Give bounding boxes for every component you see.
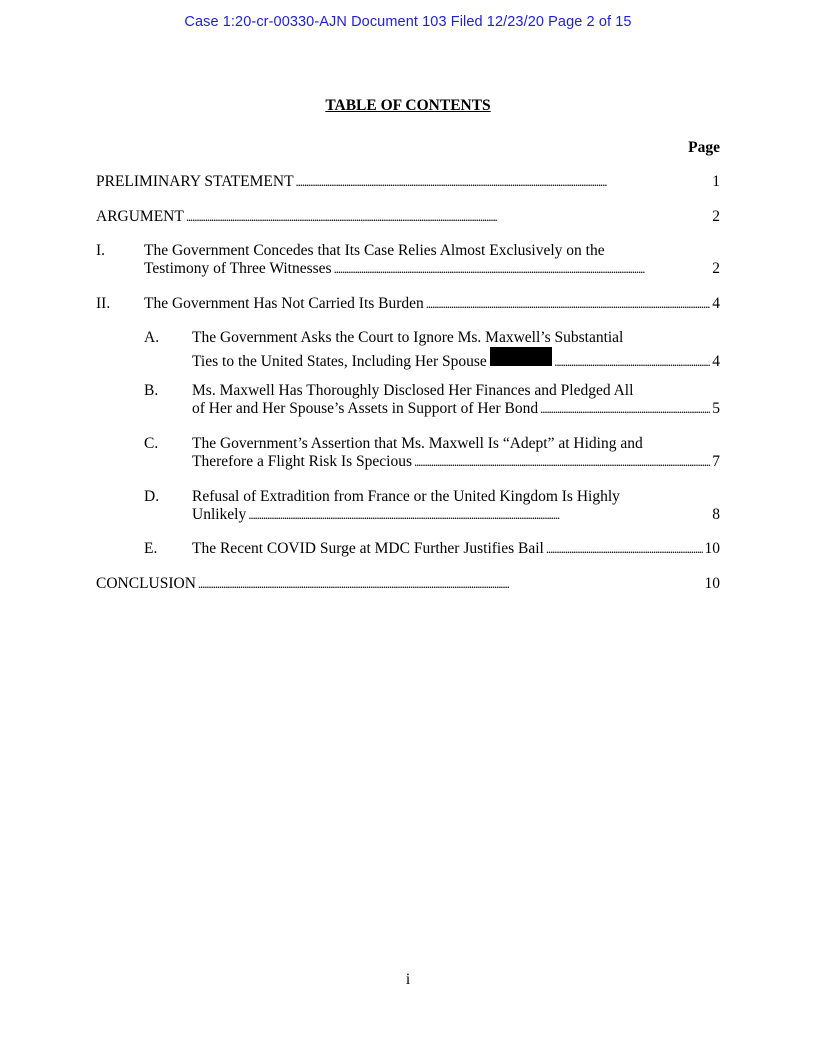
- toc-page-number: 2: [712, 260, 720, 277]
- toc-entry-conclusion[interactable]: [96, 575, 720, 593]
- toc-page-number: 8: [712, 506, 720, 523]
- dot-leader: [546, 540, 703, 558]
- toc-entry-text: The Government Asks the Court to Ignore Ms. Maxwell’s Substantial: [192, 329, 624, 346]
- toc-entry-text: The Recent COVID Surge at MDC Further Justifies Bail: [192, 540, 544, 557]
- toc-page-number: 4: [712, 353, 720, 370]
- toc-entry-subsection-d[interactable]: [192, 488, 720, 524]
- toc-page-number: 7: [712, 453, 720, 470]
- toc-entry-text: Therefore a Flight Risk Is Specious: [192, 453, 412, 470]
- case-header-stamp: Case 1:20-cr-00330-AJN Document 103 Filed 12/23/20 Page 2 of 15: [184, 14, 632, 30]
- toc-page-number: 1: [712, 173, 720, 190]
- toc-entry-label: A.: [144, 329, 160, 346]
- toc-title: TABLE OF CONTENTS: [325, 97, 491, 114]
- toc-entry-text: Refusal of Extradition from France or the United Kingdom Is Highly: [192, 488, 620, 505]
- toc-entry-preliminary-statement[interactable]: [96, 173, 720, 191]
- toc-entry-text: The Government Has Not Carried Its Burden: [144, 295, 424, 312]
- redaction-block: [490, 347, 552, 366]
- toc-entry-text: Unlikely: [192, 506, 247, 523]
- toc-page-number: 4: [712, 295, 720, 312]
- dot-leader: [334, 260, 711, 278]
- toc-page-number: 10: [704, 540, 720, 557]
- dot-leader: [186, 208, 710, 226]
- toc-entry-label: II.: [96, 295, 111, 312]
- toc-entry-subsection-c[interactable]: [192, 435, 720, 471]
- toc-entry-subsection-e[interactable]: [192, 540, 720, 558]
- toc-entry-text: Ms. Maxwell Has Thoroughly Disclosed Her Finances and Pledged All: [192, 382, 634, 399]
- dot-leader: [296, 173, 711, 191]
- dot-leader: [198, 575, 703, 593]
- toc-entry-text: PRELIMINARY STATEMENT: [96, 173, 294, 190]
- toc-entry-section-i[interactable]: [144, 242, 720, 278]
- dot-leader: [554, 353, 710, 371]
- toc-page-number: 5: [712, 400, 720, 417]
- dot-leader: [414, 453, 710, 471]
- toc-entry-subsection-a[interactable]: [192, 329, 720, 371]
- toc-entry-text: The Government’s Assertion that Ms. Maxwell Is “Adept” at Hiding and: [192, 435, 643, 452]
- toc-entry-section-ii[interactable]: [144, 295, 720, 313]
- dot-leader: [426, 295, 710, 313]
- toc-entry-label: I.: [96, 242, 106, 259]
- toc-entry-label: E.: [144, 540, 158, 557]
- page-column-header: Page: [688, 139, 720, 156]
- toc-entry-subsection-b[interactable]: [192, 382, 720, 418]
- toc-entry-text: Testimony of Three Witnesses: [144, 260, 332, 277]
- toc-entry-label: B.: [144, 382, 159, 399]
- toc-entry-text: ARGUMENT: [96, 208, 184, 225]
- toc-entry-label: C.: [144, 435, 159, 452]
- toc-page-number: 10: [704, 575, 720, 592]
- toc-entry-text: CONCLUSION: [96, 575, 196, 592]
- toc-page-number: 2: [712, 208, 720, 225]
- toc-entry-text: Ties to the United States, Including Her Spouse: [192, 353, 487, 370]
- toc-entry-text: The Government Concedes that Its Case Relies Almost Exclusively on the: [144, 242, 605, 259]
- toc-entry-argument[interactable]: [96, 208, 720, 226]
- toc-entry-label: D.: [144, 488, 160, 505]
- toc-entry-text: of Her and Her Spouse’s Assets in Support of Her Bond: [192, 400, 539, 417]
- dot-leader: [540, 400, 710, 418]
- page-footer-number: i: [405, 971, 411, 988]
- dot-leader: [248, 506, 710, 524]
